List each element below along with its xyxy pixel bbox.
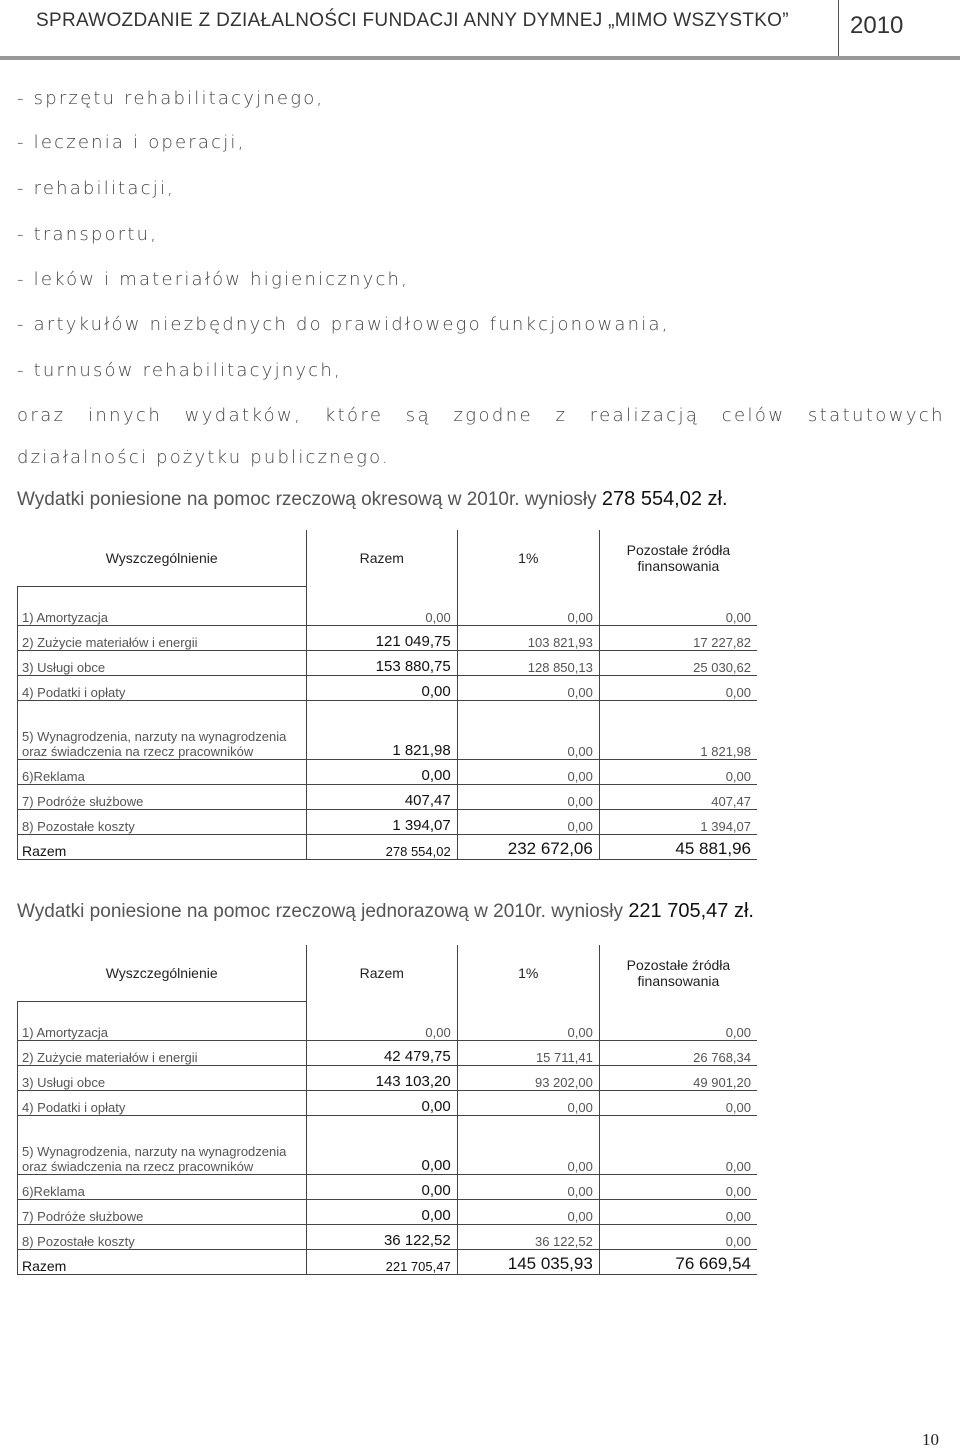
total-razem: 221 705,47	[306, 1250, 457, 1275]
table-row	[18, 1016, 758, 1041]
paragraph-line: oraz innych wydatków, które są zgodne z realizacją celów statutowych	[17, 405, 945, 426]
cell-other: 49 901,20	[599, 1066, 757, 1091]
cell-one-pct: 0,00	[457, 760, 599, 785]
cell-other: 0,00	[599, 1225, 757, 1250]
table-row	[18, 601, 758, 626]
total-razem: 278 554,02	[306, 835, 457, 860]
cell-one-pct: 103 821,93	[457, 626, 599, 651]
cell-other: 17 227,82	[599, 626, 757, 651]
cell-razem: 0,00	[306, 1200, 457, 1225]
cell-other: 0,00	[599, 1091, 757, 1116]
total-other: 76 669,54	[599, 1250, 757, 1275]
header-cell: Pozostałe źródła finansowania	[599, 530, 757, 587]
row-label: 2) Zużycie materiałów i energii	[18, 1041, 307, 1066]
cell-one-pct: 0,00	[457, 601, 599, 626]
report-title: SPRAWOZDANIE Z DZIAŁALNOŚCI FUNDACJI ANNY DYMNEJ „MIMO WSZYSTKO”	[36, 10, 789, 31]
paragraph-line: działalności pożytku publicznego.	[17, 447, 390, 468]
header-cell: Razem	[306, 530, 457, 587]
cell-other: 25 030,62	[599, 651, 757, 676]
header-cell: Wyszczególnienie	[18, 530, 307, 587]
table-header-row	[18, 945, 758, 1002]
table-spacer	[18, 1002, 758, 1017]
cell-razem: 0,00	[306, 1130, 457, 1175]
row-label: 7) Podróże służbowe	[18, 785, 307, 810]
cell-razem: 0,00	[306, 1175, 457, 1200]
cell-other: 0,00	[599, 760, 757, 785]
page-header	[0, 0, 960, 56]
total-one-pct: 145 035,93	[457, 1250, 599, 1275]
summary-text: Wydatki poniesione na pomoc rzeczową okresową w 2010r. wyniosły	[17, 489, 602, 510]
cell-other: 0,00	[599, 1175, 757, 1200]
expenses-table-one-time	[17, 945, 757, 1275]
table-row	[18, 1130, 758, 1175]
list-item: - leczenia i operacji,	[17, 132, 246, 153]
cell-one-pct: 0,00	[457, 676, 599, 701]
cell-razem: 0,00	[306, 676, 457, 701]
list-item: - transportu,	[17, 224, 159, 245]
table-spacer	[18, 587, 758, 602]
table-header-row	[18, 530, 758, 587]
row-label: 8) Pozostałe koszty	[18, 810, 307, 835]
cell-other: 0,00	[599, 601, 757, 626]
cell-one-pct: 0,00	[457, 715, 599, 760]
header-cell: Wyszczególnienie	[18, 945, 307, 1002]
cell-razem: 1 394,07	[306, 810, 457, 835]
cell-other: 1 821,98	[599, 715, 757, 760]
row-label: 3) Usługi obce	[18, 651, 307, 676]
cell-other: 407,47	[599, 785, 757, 810]
table-row	[18, 1066, 758, 1091]
header-cell: 1%	[457, 530, 599, 587]
cell-other: 0,00	[599, 1200, 757, 1225]
row-label: 4) Podatki i opłaty	[18, 1091, 307, 1116]
list-item: - sprzętu rehabilitacyjnego,	[17, 88, 325, 109]
row-label: 6)Reklama	[18, 1175, 307, 1200]
cell-one-pct: 0,00	[457, 785, 599, 810]
header-rule	[0, 56, 960, 60]
cell-razem: 0,00	[306, 1091, 457, 1116]
report-year: 2010	[850, 12, 904, 39]
summary-amount: 221 705,47 zł.	[628, 900, 754, 922]
cell-other: 26 768,34	[599, 1041, 757, 1066]
table-row	[18, 785, 758, 810]
total-label: Razem	[18, 835, 307, 860]
row-label: 8) Pozostałe koszty	[18, 1225, 307, 1250]
summary-text: Wydatki poniesione na pomoc rzeczową jednorazową w 2010r. wyniosły	[17, 901, 629, 922]
cell-razem: 0,00	[306, 760, 457, 785]
table-row	[18, 626, 758, 651]
table-row	[18, 715, 758, 760]
cell-other: 1 394,07	[599, 810, 757, 835]
cell-other: 0,00	[599, 1130, 757, 1175]
cell-one-pct: 36 122,52	[457, 1225, 599, 1250]
table-row	[18, 676, 758, 701]
table-row	[18, 1225, 758, 1250]
table-row	[18, 760, 758, 785]
cell-other: 0,00	[599, 1016, 757, 1041]
cell-one-pct: 15 711,41	[457, 1041, 599, 1066]
total-label: Razem	[18, 1250, 307, 1275]
cell-other: 0,00	[599, 676, 757, 701]
section1-summary	[17, 488, 728, 511]
cell-one-pct: 0,00	[457, 1130, 599, 1175]
list-item: - turnusów rehabilitacyjnych,	[17, 360, 342, 381]
table-total-row	[18, 835, 758, 860]
cell-razem: 36 122,52	[306, 1225, 457, 1250]
total-other: 45 881,96	[599, 835, 757, 860]
cell-one-pct: 0,00	[457, 1016, 599, 1041]
table-row	[18, 1175, 758, 1200]
row-label: 7) Podróże służbowe	[18, 1200, 307, 1225]
row-label: 5) Wynagrodzenia, narzuty na wynagrodzenia oraz świadczenia na rzecz pracowników	[18, 715, 307, 760]
list-item: - artykułów niezbędnych do prawidłowego funkcjonowania,	[17, 314, 670, 335]
table-total-row	[18, 1250, 758, 1275]
cell-one-pct: 0,00	[457, 1175, 599, 1200]
list-item: - leków i materiałów higienicznych,	[17, 269, 410, 290]
cell-razem: 121 049,75	[306, 626, 457, 651]
row-label: 6)Reklama	[18, 760, 307, 785]
cell-razem: 143 103,20	[306, 1066, 457, 1091]
list-item: - rehabilitacji,	[17, 178, 176, 199]
cell-one-pct: 0,00	[457, 1200, 599, 1225]
table-spacer	[18, 1116, 758, 1131]
row-label: 3) Usługi obce	[18, 1066, 307, 1091]
cell-one-pct: 0,00	[457, 810, 599, 835]
table-spacer	[18, 701, 758, 716]
header-cell: Razem	[306, 945, 457, 1002]
cell-razem: 42 479,75	[306, 1041, 457, 1066]
table-row	[18, 1200, 758, 1225]
header-cell: 1%	[457, 945, 599, 1002]
total-one-pct: 232 672,06	[457, 835, 599, 860]
cell-razem: 0,00	[306, 601, 457, 626]
cell-one-pct: 0,00	[457, 1091, 599, 1116]
header-separator	[838, 0, 839, 56]
header-cell: Pozostałe źródła finansowania	[599, 945, 757, 1002]
table-row	[18, 810, 758, 835]
cell-one-pct: 128 850,13	[457, 651, 599, 676]
cell-razem: 407,47	[306, 785, 457, 810]
expenses-table-periodic	[17, 530, 757, 860]
row-label: 1) Amortyzacja	[18, 1016, 307, 1041]
table-row	[18, 1041, 758, 1066]
summary-amount: 278 554,02 zł.	[601, 488, 728, 510]
page-number: 10	[922, 1430, 939, 1449]
cell-razem: 0,00	[306, 1016, 457, 1041]
table-row	[18, 651, 758, 676]
row-label: 2) Zużycie materiałów i energii	[18, 626, 307, 651]
table-row	[18, 1091, 758, 1116]
cell-razem: 153 880,75	[306, 651, 457, 676]
row-label: 5) Wynagrodzenia, narzuty na wynagrodzenia oraz świadczenia na rzecz pracowników	[18, 1130, 307, 1175]
section2-summary	[17, 900, 754, 923]
cell-one-pct: 93 202,00	[457, 1066, 599, 1091]
cell-razem: 1 821,98	[306, 715, 457, 760]
row-label: 4) Podatki i opłaty	[18, 676, 307, 701]
row-label: 1) Amortyzacja	[18, 601, 307, 626]
